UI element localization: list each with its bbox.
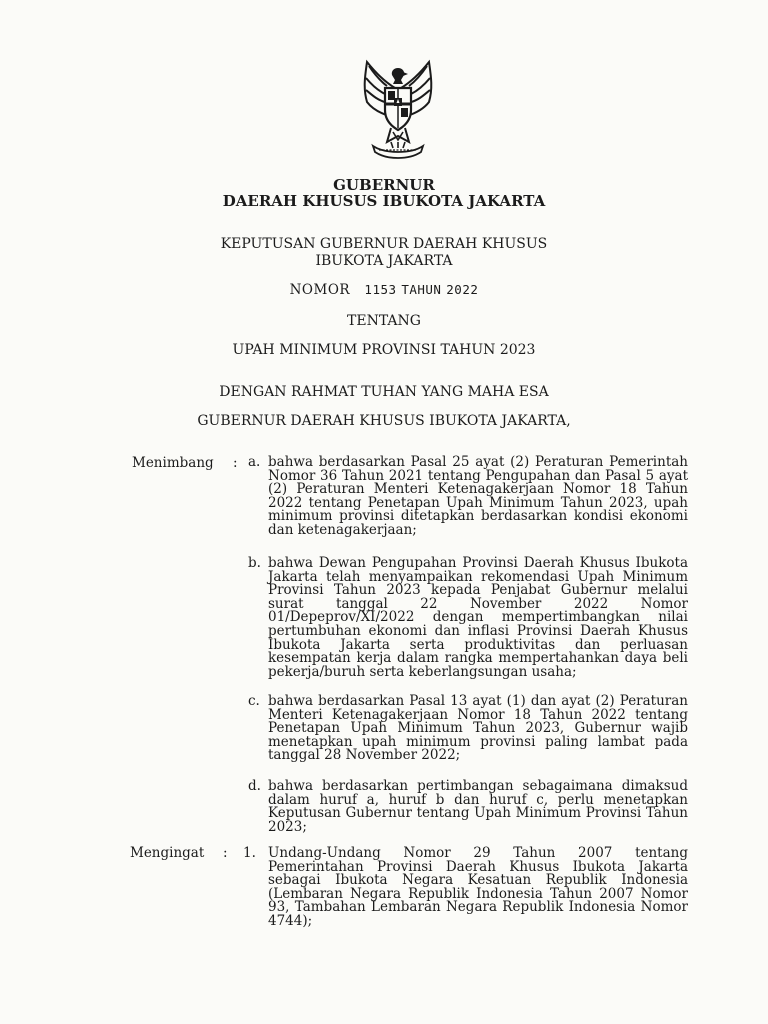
decree-number <box>0 282 768 298</box>
governor-title: GUBERNUR <box>333 176 435 194</box>
decree-subject: UPAH MINIMUM PROVINSI TAHUN 2023 <box>232 342 536 358</box>
about-label: TENTANG <box>347 313 421 329</box>
year-value: 2022 <box>446 282 479 297</box>
menimbang-item-a: a. bahwa berdasarkan Pasal 25 ayat (2) Peraturan Pemerintah Nomor 36 Tahun 2021 tentang Pengupahan dan Pasal 5 ayat (2) Peraturan Menteri Ketenagakerjaan Nomor 18 Tahun 2022 tentang Penetapan Upah Minimum Tahun 2023, upah minimum provinsi ditetapkan berdasarkan kondisi ekonomi dan ketenagakerjaan; <box>248 454 688 538</box>
year-label: TAHUN <box>401 282 442 297</box>
decree-title-line2: IBUKOTA JAKARTA <box>315 253 453 269</box>
mengingat-label: Mengingat <box>130 845 205 861</box>
menimbang-item-c: c. bahwa berdasarkan Pasal 13 ayat (1) dan ayat (2) Peraturan Menteri Ketenagakerjaan Nomor 18 Tahun 2022 tentang Penetapan Upah Minimum Tahun 2023, Gubernur wajib menetapkan upah minimum provinsi paling lambat pada tanggal 28 November 2022; <box>248 693 688 764</box>
number-label: NOMOR <box>289 282 351 298</box>
menimbang-item-d: d. bahwa berdasarkan pertimbangan sebagaimana dimaksud dalam huruf a, huruf b dan huruf c, perlu menetapkan Keputusan Gubernur tentang Upah Minimum Provinsi Tahun 2023; <box>248 778 688 835</box>
garuda-emblem-icon <box>357 58 439 166</box>
mengingat-item-1: 1. Undang-Undang Nomor 29 Tahun 2007 tentang Pemerintahan Provinsi Daerah Khusus Ibukota Jakarta sebagai Ibukota Negara Kesatuan Republik Indonesia (Lembaran Negara Republik Indonesia Tahun 2007 Nomor 93, Tambahan Lembaran Negara Republik Indonesia Nomor 4744); <box>243 845 688 929</box>
menimbang-item-b: b. bahwa Dewan Pengupahan Provinsi Daerah Khusus Ibukota Jakarta telah menyampaikan rekomendasi Upah Minimum Provinsi Tahun 2023 kepada Penjabat Gubernur melalui surat tanggal 22 November 2022 Nomor 01/Depeprov/XI/2022 dengan mempertimbangkan nilai pertumbuhan ekonomi dan inflasi Provinsi Daerah Khusus Ibukota Jakarta serta produktivitas dan perluasan kesempatan kerja dalam rangka mempertahankan daya beli pekerja/buruh serta keberlangsungan usaha; <box>248 555 688 680</box>
menimbang-label: Menimbang <box>132 455 214 471</box>
mengingat-colon: : <box>223 845 228 861</box>
number-value: 1153 <box>364 282 397 297</box>
menimbang-colon: : <box>233 455 238 471</box>
decree-title-line1: KEPUTUSAN GUBERNUR DAERAH KHUSUS <box>220 236 548 252</box>
issuer-line: GUBERNUR DAERAH KHUSUS IBUKOTA JAKARTA, <box>197 413 571 429</box>
invocation: DENGAN RAHMAT TUHAN YANG MAHA ESA <box>219 384 549 400</box>
region-title: DAERAH KHUSUS IBUKOTA JAKARTA <box>222 192 546 210</box>
